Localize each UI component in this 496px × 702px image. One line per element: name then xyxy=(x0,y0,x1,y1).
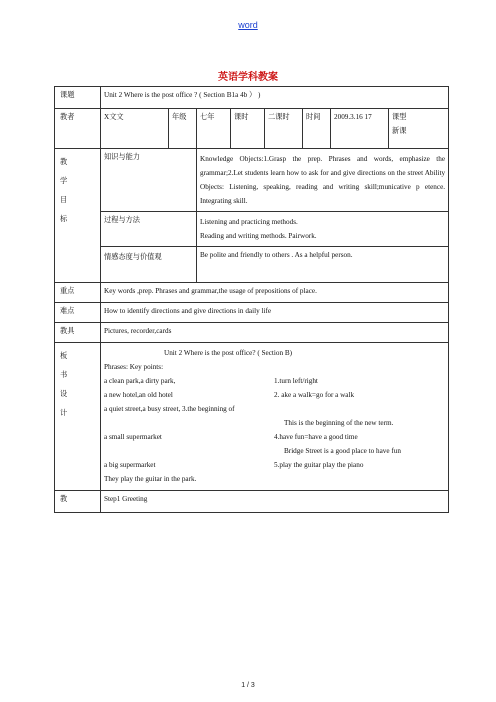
process-text xyxy=(197,212,449,247)
objectives-char-2: 学 xyxy=(60,177,68,185)
difficult-label: 难点 xyxy=(55,303,101,323)
board-char-4: 计 xyxy=(60,409,68,418)
board-row-right: 1.turn left/right xyxy=(274,377,318,386)
board-row-left xyxy=(104,416,274,430)
key-points-value: Key words ,prep. Phrases and grammar,the usage of prepositions of place. xyxy=(101,283,449,303)
header-word-link[interactable]: word xyxy=(238,20,258,30)
board-row-right: 5.play the guitar play the piano xyxy=(274,461,364,470)
board-row-right: This is the beginning of the new term. xyxy=(284,419,394,428)
lesson-plan-table xyxy=(54,86,449,513)
board-char-2: 书 xyxy=(60,371,68,380)
board-row-right: 4.have fun=have a good time xyxy=(274,433,358,442)
board-row-left xyxy=(104,444,274,458)
row-attitude xyxy=(55,247,449,283)
period-label: 课时 xyxy=(231,109,265,149)
objectives-char-1: 教 xyxy=(60,158,68,166)
knowledge-text: Knowledge Objects:1.Grasp the prep. Phrases and words, emphasize the grammar;2.Let students learn how to ask for and give directions on the street Ability Objects: Listening, speaking, reading and writing skill;municative p etence. Integrating skill. xyxy=(197,149,449,212)
board-row xyxy=(104,416,445,430)
grade-label: 年级 xyxy=(169,109,197,149)
period-value: 二课时 xyxy=(265,109,303,149)
board-row xyxy=(104,402,445,416)
board-row-left: a clean park,a dirty park, xyxy=(104,377,176,386)
objectives-char-3: 目 xyxy=(60,196,68,204)
board-row xyxy=(104,374,445,388)
process-line-1: Listening and practicing methods. xyxy=(200,218,298,227)
topic-label: 课题 xyxy=(55,87,101,109)
board-row-left: a small supermarket xyxy=(104,433,162,442)
board-row-right: 2. ake a walk=go for a walk xyxy=(274,391,355,400)
board-subheading: Phrases: Key points: xyxy=(104,363,164,372)
difficult-value: How to identify directions and give directions in daily life xyxy=(101,303,449,323)
attitude-label: 情感态度与价值观 xyxy=(101,247,197,283)
objectives-label xyxy=(55,149,101,283)
board-row xyxy=(104,388,445,402)
objectives-char-4: 标 xyxy=(60,215,68,223)
board-row-left: a quiet street,a busy street, 3.the beginning of xyxy=(104,405,235,414)
key-points-label: 重点 xyxy=(55,283,101,303)
row-difficult xyxy=(55,303,449,323)
board-row-right: Bridge Street is a good place to have fun xyxy=(284,447,401,456)
type-label: 课型 xyxy=(392,113,407,121)
process-line-2: Reading and writing methods. Pairwork. xyxy=(200,232,317,241)
board-label xyxy=(55,343,101,490)
board-row xyxy=(104,430,445,444)
aids-value: Pictures, recorder,cards xyxy=(101,323,449,343)
row-topic xyxy=(55,87,449,109)
topic-value: Unit 2 Where is the post office ? ( Section B1a 4b ） ) xyxy=(101,87,449,109)
page-number: 1 / 3 xyxy=(241,682,255,689)
board-char-1: 板 xyxy=(60,352,68,361)
board-heading: Unit 2 Where is the post office? ( Section B) xyxy=(164,349,293,358)
board-row xyxy=(104,444,445,458)
page-title: 英语学科教案 xyxy=(218,72,278,83)
row-aids xyxy=(55,323,449,343)
board-row xyxy=(104,458,445,472)
row-teaching xyxy=(55,490,449,512)
type-value: 新课 xyxy=(392,127,407,136)
row-knowledge xyxy=(55,149,449,212)
row-board xyxy=(55,343,449,490)
teacher-label: 教者 xyxy=(55,109,101,149)
grade-value: 七年 xyxy=(197,109,231,149)
row-teacher xyxy=(55,109,449,149)
teaching-label: 教 xyxy=(55,490,101,512)
board-content xyxy=(101,343,449,490)
type-cell xyxy=(389,109,449,149)
process-label: 过程与方法 xyxy=(101,212,197,247)
row-key-points xyxy=(55,283,449,303)
board-char-3: 设 xyxy=(60,390,68,399)
knowledge-label: 知识与能力 xyxy=(101,149,197,212)
aids-label: 教具 xyxy=(55,323,101,343)
attitude-text: Be polite and friendly to others . As a helpful person. xyxy=(197,247,449,283)
board-row-left: a big supermarket xyxy=(104,461,156,470)
board-last-line: They play the guitar in the park. xyxy=(104,475,197,484)
teaching-value: Step1 Greeting xyxy=(101,490,449,512)
teacher-name: X文文 xyxy=(101,109,169,149)
board-row-left: a new hotel,an old hotel xyxy=(104,391,173,400)
time-label: 时间 xyxy=(303,109,331,149)
time-value: 2009.3.16 17 xyxy=(331,109,389,149)
row-process xyxy=(55,212,449,247)
